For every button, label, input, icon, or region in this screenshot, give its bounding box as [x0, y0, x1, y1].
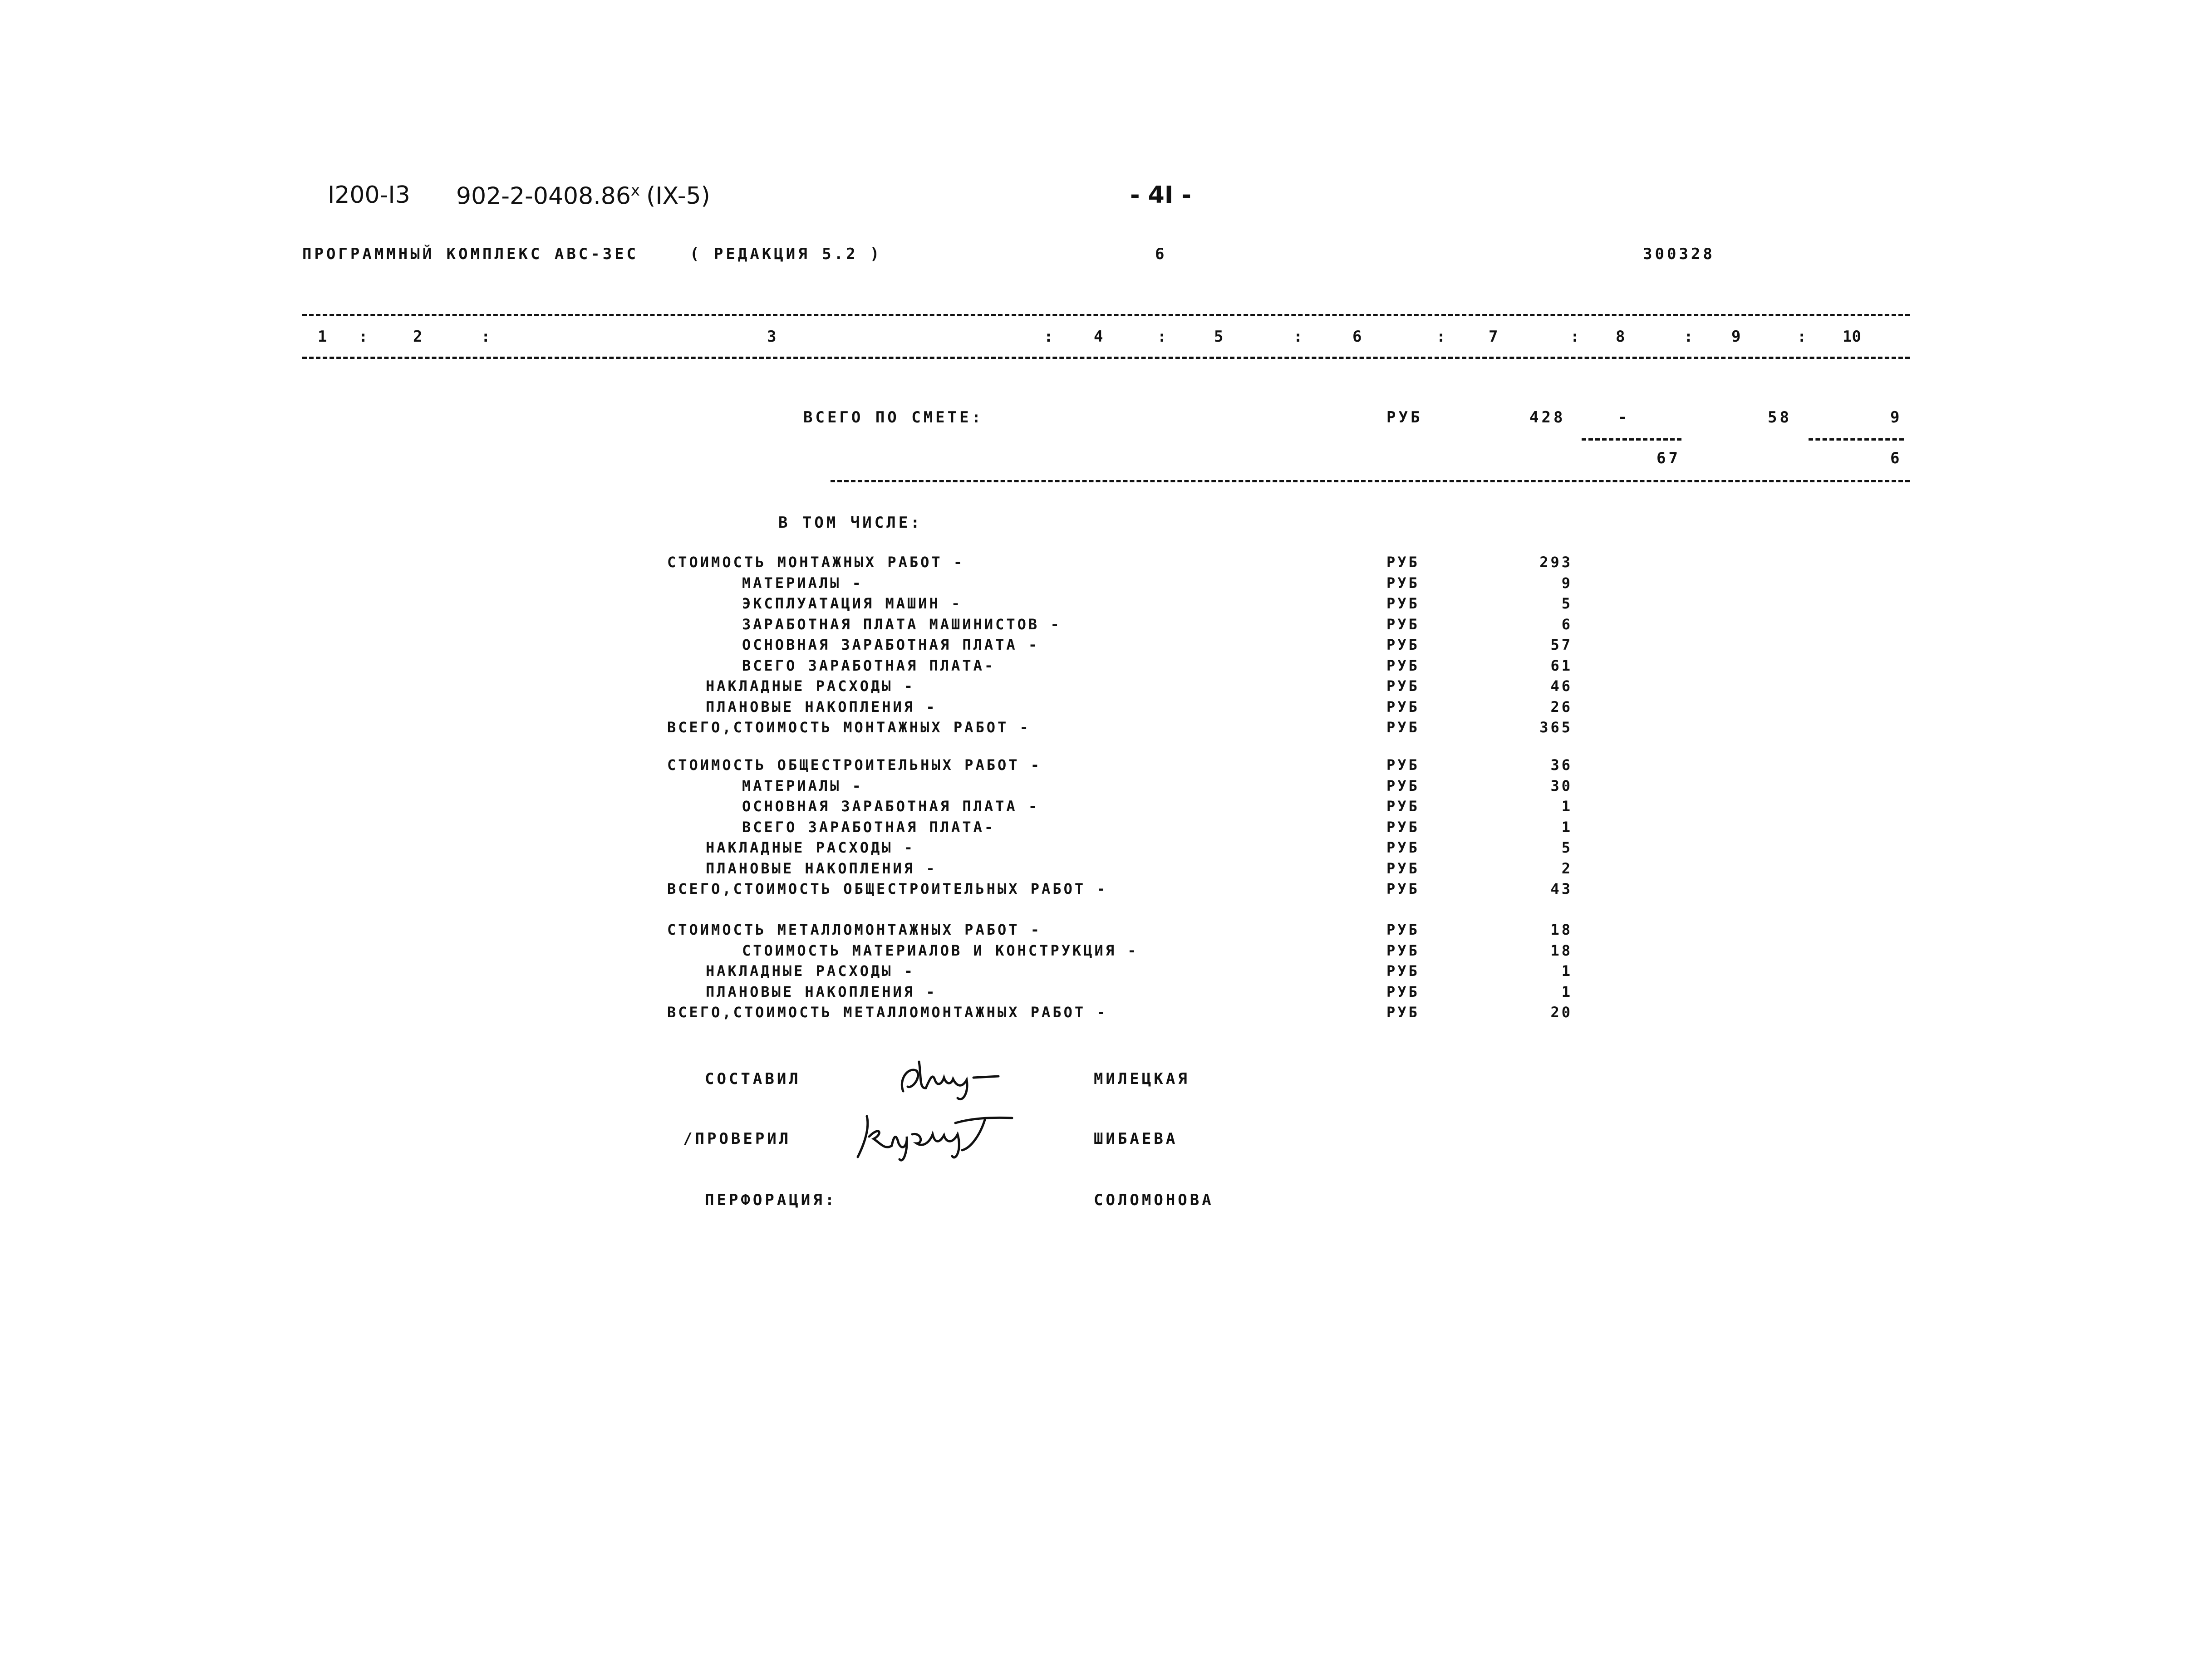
cost-row — [0, 983, 2212, 1003]
cost-row-unit: РУБ — [1386, 921, 1420, 938]
column-number: 1 — [318, 328, 327, 346]
cost-row — [0, 962, 2212, 982]
cost-row — [0, 819, 2212, 838]
cost-row-value: 365 — [1539, 719, 1573, 736]
column-number: 9 — [1731, 328, 1741, 346]
cost-row-label: ВСЕГО,СТОИМОСТЬ МЕТАЛЛОМОНТАЖНЫХ РАБОТ - — [667, 1004, 1108, 1021]
cost-row — [0, 942, 2212, 962]
cost-row-label: МАТЕРИАЛЫ - — [742, 777, 863, 794]
project-number-main: 902-2-0408.86 — [456, 182, 631, 210]
cost-row-unit: РУБ — [1386, 880, 1420, 897]
cost-row-value: 61 — [1550, 657, 1573, 674]
total-sub-rule-1 — [1582, 438, 1681, 441]
cost-row-value: 5 — [1561, 839, 1573, 856]
cost-row-label: СТОИМОСТЬ ОБЩЕСТРОИТЕЛЬНЫХ РАБОТ - — [667, 756, 1042, 774]
cost-row — [0, 860, 2212, 880]
column-number: 6 — [1352, 328, 1362, 346]
perforation-name: СОЛОМОНОВА — [1094, 1191, 1214, 1209]
cost-row — [0, 595, 2212, 615]
cost-row-label: МАТЕРИАЛЫ - — [742, 574, 863, 592]
document-id: 300328 — [1643, 245, 1715, 263]
checked-name: ШИБАЕВА — [1094, 1130, 1178, 1148]
page-number: - 4I - — [1130, 181, 1191, 209]
cost-row-unit: РУБ — [1386, 1004, 1420, 1021]
column-separator: : — [1293, 328, 1303, 346]
cost-row-label: ПЛАНОВЫЕ НАКОПЛЕНИЯ - — [706, 859, 937, 877]
total-unit: РУБ — [1386, 408, 1423, 427]
cost-row-value: 1 — [1561, 983, 1573, 1000]
document-code: I200-I3 — [328, 181, 410, 209]
cost-row-value: 6 — [1561, 615, 1573, 633]
header-rule-bottom — [302, 357, 1910, 359]
cost-row-value: 18 — [1550, 921, 1573, 938]
cost-row-unit: РУБ — [1386, 859, 1420, 877]
cost-row — [0, 677, 2212, 697]
cost-row-unit: РУБ — [1386, 839, 1420, 856]
cost-row — [0, 636, 2212, 656]
cost-row — [0, 921, 2212, 941]
cost-row-unit: РУБ — [1386, 962, 1420, 980]
program-title: ПРОГРАММНЫЙ КОМПЛЕКС АВС-ЗЕС — [302, 245, 639, 263]
column-separator: : — [1684, 328, 1693, 346]
cost-row-value: 36 — [1550, 756, 1573, 774]
total-rule — [831, 480, 1910, 482]
cost-row-unit: РУБ — [1386, 554, 1420, 571]
column-number: 7 — [1489, 328, 1498, 346]
cost-row-unit: РУБ — [1386, 818, 1420, 836]
cost-row-value: 5 — [1561, 595, 1573, 612]
cost-row-label: ВСЕГО ЗАРАБОТНАЯ ПЛАТА- — [742, 657, 996, 674]
cost-row-label: ВСЕГО ЗАРАБОТНАЯ ПЛАТА- — [742, 818, 996, 836]
column-number: 5 — [1214, 328, 1224, 346]
column-separator: : — [1797, 328, 1807, 346]
cost-row-unit: РУБ — [1386, 941, 1420, 959]
cost-row — [0, 839, 2212, 859]
project-number-sup: x — [630, 181, 640, 200]
checked-signature — [849, 1107, 1021, 1166]
cost-row-label: ЭКСПЛУАТАЦИЯ МАШИН - — [742, 595, 963, 612]
total-value-2: 58 — [1768, 408, 1792, 427]
cost-row-value: 1 — [1561, 962, 1573, 980]
cost-row-value: 2 — [1561, 859, 1573, 877]
cost-row-label: ВСЕГО,СТОИМОСТЬ МОНТАЖНЫХ РАБОТ - — [667, 719, 1031, 736]
sheet-number: 6 — [1155, 245, 1167, 263]
cost-row-label: ОСНОВНАЯ ЗАРАБОТНАЯ ПЛАТА - — [742, 798, 1040, 815]
project-number-suffix: (IX-5) — [646, 182, 710, 210]
column-separator: : — [1157, 328, 1167, 346]
cost-row-value: 9 — [1561, 574, 1573, 592]
cost-row-value: 46 — [1550, 677, 1573, 695]
cost-row-value: 18 — [1550, 941, 1573, 959]
total-value-3: 9 — [1890, 408, 1902, 427]
cost-row — [0, 698, 2212, 718]
column-separator: : — [1044, 328, 1053, 346]
cost-row — [0, 657, 2212, 677]
column-number: 2 — [413, 328, 423, 346]
program-edition: ( РЕДАКЦИЯ 5.2 ) — [690, 245, 882, 263]
column-separator: : — [1570, 328, 1580, 346]
total-sub-value-2: 6 — [1890, 449, 1902, 467]
column-number: 4 — [1094, 328, 1103, 346]
cost-row — [0, 554, 2212, 574]
cost-row-label: ЗАРАБОТНАЯ ПЛАТА МАШИНИСТОВ - — [742, 615, 1062, 633]
cost-row-unit: РУБ — [1386, 574, 1420, 592]
cost-row — [0, 798, 2212, 818]
compiled-name: МИЛЕЦКАЯ — [1094, 1070, 1190, 1088]
column-number: 8 — [1616, 328, 1625, 346]
cost-row — [0, 777, 2212, 797]
cost-row-value: 26 — [1550, 698, 1573, 716]
cost-row — [0, 880, 2212, 900]
cost-row-unit: РУБ — [1386, 615, 1420, 633]
cost-row-unit: РУБ — [1386, 595, 1420, 612]
cost-row-unit: РУБ — [1386, 983, 1420, 1000]
cost-row-value: 1 — [1561, 818, 1573, 836]
cost-row-label: СТОИМОСТЬ МАТЕРИАЛОВ И КОНСТРУКЦИЯ - — [742, 941, 1139, 959]
cost-row — [0, 616, 2212, 636]
cost-row-unit: РУБ — [1386, 636, 1420, 653]
cost-row-value: 293 — [1539, 554, 1573, 571]
cost-row-label: СТОИМОСТЬ МЕТАЛЛОМОНТАЖНЫХ РАБОТ - — [667, 921, 1042, 938]
perforation-label: ПЕРФОРАЦИЯ: — [705, 1191, 837, 1209]
cost-row-label: НАКЛАДНЫЕ РАСХОДЫ - — [706, 677, 915, 695]
cost-row — [0, 719, 2212, 739]
cost-row-label: СТОИМОСТЬ МОНТАЖНЫХ РАБОТ - — [667, 554, 965, 571]
cost-row-value: 20 — [1550, 1004, 1573, 1021]
cost-row-label: НАКЛАДНЫЕ РАСХОДЫ - — [706, 962, 915, 980]
cost-row-value: 1 — [1561, 798, 1573, 815]
cost-row-unit: РУБ — [1386, 756, 1420, 774]
cost-row-value: 43 — [1550, 880, 1573, 897]
column-number: 10 — [1843, 328, 1861, 346]
cost-row-label: ВСЕГО,СТОИМОСТЬ ОБЩЕСТРОИТЕЛЬНЫХ РАБОТ - — [667, 880, 1108, 897]
header-rule-top — [302, 314, 1910, 316]
checked-label: /ПРОВЕРИЛ — [683, 1130, 791, 1148]
compiled-label: СОСТАВИЛ — [705, 1070, 801, 1088]
cost-row-unit: РУБ — [1386, 677, 1420, 695]
cost-row-label: ОСНОВНАЯ ЗАРАБОТНАЯ ПЛАТА - — [742, 636, 1040, 653]
total-sub-value-1: 67 — [1657, 449, 1681, 467]
cost-row — [0, 574, 2212, 594]
cost-row-value: 57 — [1550, 636, 1573, 653]
cost-row-unit: РУБ — [1386, 657, 1420, 674]
cost-row — [0, 756, 2212, 776]
column-separator: : — [481, 328, 491, 346]
cost-row-label: НАКЛАДНЫЕ РАСХОДЫ - — [706, 839, 915, 856]
including-label: В ТОМ ЧИСЛЕ: — [778, 514, 923, 532]
cost-row — [0, 1004, 2212, 1024]
column-separator: : — [359, 328, 368, 346]
column-number: 3 — [767, 328, 777, 346]
project-number — [456, 181, 710, 210]
column-separator: : — [1436, 328, 1446, 346]
total-sub-rule-2 — [1809, 438, 1904, 441]
cost-row-unit: РУБ — [1386, 698, 1420, 716]
total-label: ВСЕГО ПО СМЕТЕ: — [803, 408, 984, 427]
total-value: 428 — [1529, 408, 1566, 427]
compiled-signature — [894, 1053, 1021, 1107]
cost-row-label: ПЛАНОВЫЕ НАКОПЛЕНИЯ - — [706, 983, 937, 1000]
cost-row-unit: РУБ — [1386, 777, 1420, 794]
cost-row-unit: РУБ — [1386, 798, 1420, 815]
cost-row-unit: РУБ — [1386, 719, 1420, 736]
total-dash: - — [1618, 408, 1630, 427]
cost-row-value: 30 — [1550, 777, 1573, 794]
cost-row-label: ПЛАНОВЫЕ НАКОПЛЕНИЯ - — [706, 698, 937, 716]
